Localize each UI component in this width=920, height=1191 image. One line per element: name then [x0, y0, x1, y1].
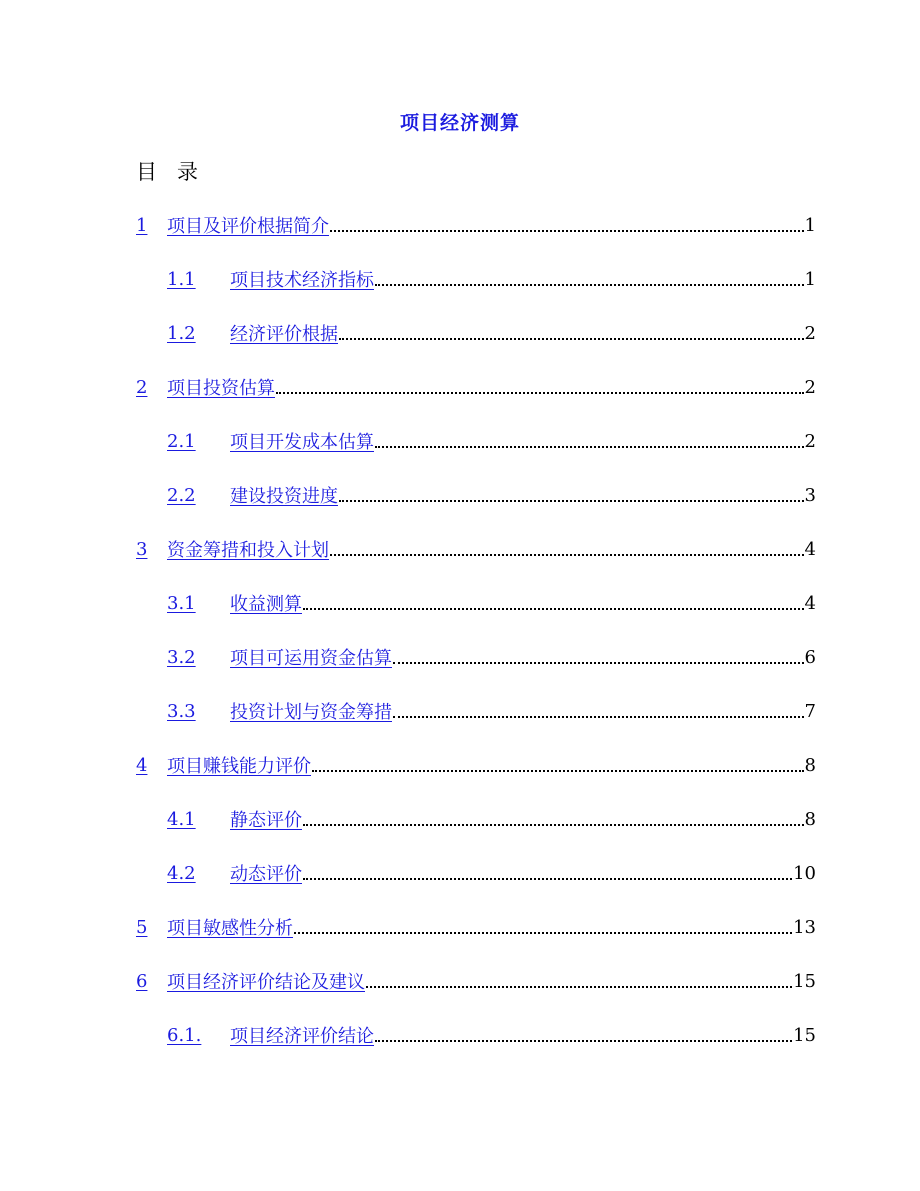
- toc-entry-page: 6: [804, 646, 816, 668]
- toc-entry[interactable]: [136, 576, 816, 630]
- toc-heading: [136, 156, 198, 186]
- toc-entry-label[interactable]: 投资计划与资金筹措: [230, 702, 392, 723]
- toc-entry[interactable]: [136, 198, 816, 252]
- toc-entry-number[interactable]: 5: [136, 916, 148, 938]
- toc-entry-label[interactable]: 项目开发成本估算: [230, 432, 374, 453]
- toc-entry-page: 4: [804, 592, 816, 614]
- toc-entry[interactable]: [136, 522, 816, 576]
- toc-entry[interactable]: [136, 792, 816, 846]
- toc-entry-page: 2: [804, 376, 816, 398]
- toc-entry[interactable]: [136, 468, 816, 522]
- toc-heading-char-1: 目: [136, 160, 157, 184]
- toc-entry-label[interactable]: 项目经济评价结论: [230, 1026, 374, 1047]
- toc-entry[interactable]: [136, 684, 816, 738]
- toc-entry-number[interactable]: 4: [136, 754, 148, 776]
- toc-dot-leader: [366, 986, 792, 988]
- toc-entry[interactable]: [136, 954, 816, 1008]
- toc-entry-label[interactable]: 静态评价: [230, 810, 302, 831]
- toc-entry-page: 3: [804, 484, 816, 506]
- toc-entry-label[interactable]: 项目赚钱能力评价: [167, 756, 311, 777]
- toc-entry-page: 10: [793, 862, 816, 884]
- toc-entry-page: 2: [804, 322, 816, 344]
- toc-entry-page: 8: [804, 754, 816, 776]
- toc-dot-leader: [393, 716, 804, 718]
- toc-entry-number[interactable]: 6: [136, 970, 148, 992]
- toc-entry-number[interactable]: 3.2: [167, 646, 196, 668]
- toc-entry-number[interactable]: 2.2: [167, 484, 196, 506]
- toc-entry-page: 4: [804, 538, 816, 560]
- toc-entry-page: 15: [793, 1024, 816, 1046]
- toc-dot-leader: [303, 878, 792, 880]
- toc-dot-leader: [312, 770, 804, 772]
- document-title: 项目经济测算: [399, 112, 520, 134]
- toc-entry-number[interactable]: 3: [136, 538, 148, 560]
- toc-dot-leader: [330, 230, 804, 232]
- toc-entry-label[interactable]: 项目及评价根据简介: [167, 216, 329, 237]
- toc-entry-label[interactable]: 经济评价根据: [230, 324, 338, 345]
- toc-dot-leader: [294, 932, 792, 934]
- toc-entry-number[interactable]: 2.1: [167, 430, 196, 452]
- toc-entry-page: 1: [804, 268, 816, 290]
- toc-entry-page: 15: [793, 970, 816, 992]
- toc-entry[interactable]: [136, 252, 816, 306]
- toc-dot-leader: [339, 500, 804, 502]
- toc-entry-number[interactable]: 1.2: [167, 322, 196, 344]
- toc-entry[interactable]: [136, 846, 816, 900]
- toc-entry-label[interactable]: 收益测算: [230, 594, 302, 615]
- toc-dot-leader: [303, 608, 804, 610]
- toc-entry-page: 13: [793, 916, 816, 938]
- toc-entry-page: 1: [804, 214, 816, 236]
- toc-entry-number[interactable]: 6.1.: [167, 1024, 202, 1046]
- toc-entry-number[interactable]: 4.2: [167, 862, 196, 884]
- toc-entry-number[interactable]: 3.3: [167, 700, 196, 722]
- toc-entry-label[interactable]: 项目投资估算: [167, 378, 275, 399]
- toc-dot-leader: [303, 824, 804, 826]
- toc-entry-page: 7: [804, 700, 816, 722]
- toc-entry-number[interactable]: 1.1: [167, 268, 196, 290]
- toc-dot-leader: [393, 662, 804, 664]
- toc-entry-page: 8: [804, 808, 816, 830]
- table-of-contents: [136, 198, 816, 1062]
- toc-entry[interactable]: [136, 414, 816, 468]
- toc-entry-number[interactable]: 2: [136, 376, 148, 398]
- toc-dot-leader: [276, 392, 804, 394]
- toc-entry-label[interactable]: 项目可运用资金估算: [230, 648, 392, 669]
- toc-entry[interactable]: [136, 630, 816, 684]
- toc-entry-number[interactable]: 3.1: [167, 592, 196, 614]
- toc-entry-label[interactable]: 项目敏感性分析: [167, 918, 293, 939]
- toc-entry[interactable]: [136, 1008, 816, 1062]
- toc-entry[interactable]: [136, 360, 816, 414]
- toc-entry-label[interactable]: 动态评价: [230, 864, 302, 885]
- toc-entry-number[interactable]: 4.1: [167, 808, 196, 830]
- toc-dot-leader: [330, 554, 804, 556]
- toc-entry-number[interactable]: 1: [136, 214, 148, 236]
- toc-entry-label[interactable]: 建设投资进度: [230, 486, 338, 507]
- toc-entry[interactable]: [136, 900, 816, 954]
- toc-entry-label[interactable]: 资金筹措和投入计划: [167, 540, 329, 561]
- toc-heading-char-2: 录: [177, 160, 198, 184]
- toc-dot-leader: [375, 446, 804, 448]
- toc-entry[interactable]: [136, 306, 816, 360]
- toc-entry-label[interactable]: 项目技术经济指标: [230, 270, 374, 291]
- toc-dot-leader: [375, 1040, 792, 1042]
- toc-dot-leader: [375, 284, 804, 286]
- toc-entry[interactable]: [136, 738, 816, 792]
- toc-entry-page: 2: [804, 430, 816, 452]
- toc-dot-leader: [339, 338, 804, 340]
- toc-entry-label[interactable]: 项目经济评价结论及建议: [167, 972, 365, 993]
